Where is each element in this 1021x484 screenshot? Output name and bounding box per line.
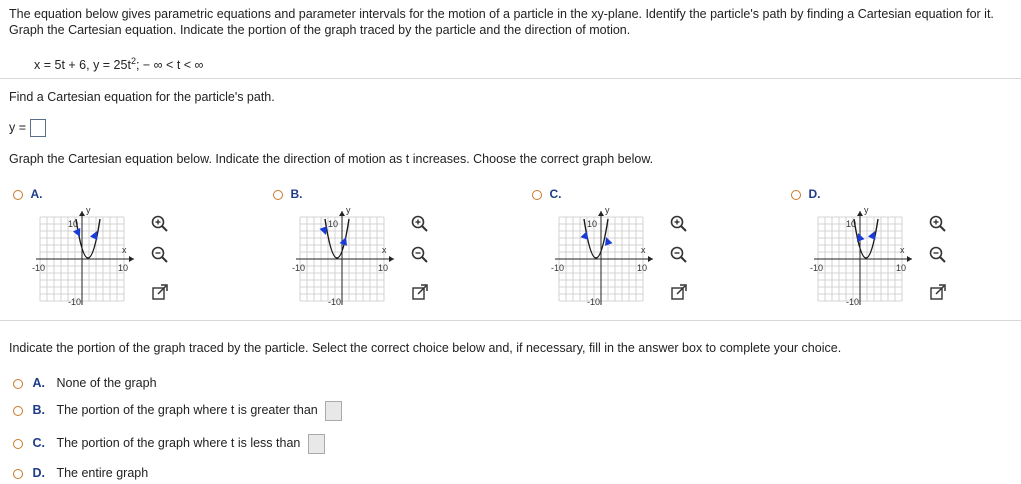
zoom-out-icon[interactable] — [410, 245, 430, 265]
choice-a[interactable] — [13, 376, 157, 390]
choice-a-letter: A. — [32, 376, 45, 390]
external-link-icon[interactable] — [928, 283, 948, 303]
zoom-in-icon[interactable] — [410, 214, 430, 234]
zoom-out-icon[interactable] — [669, 245, 689, 265]
graph-radio-d[interactable] — [791, 190, 801, 200]
choice-c[interactable] — [13, 434, 325, 454]
external-link-icon[interactable] — [669, 283, 689, 303]
tick-ymax: 10 — [68, 219, 79, 229]
y-axis-label: y — [86, 205, 91, 215]
zoom-in-icon[interactable] — [669, 214, 689, 234]
choice-c-text: The portion of the graph where t is less than — [56, 436, 301, 451]
tick-xmin: -10 — [292, 263, 306, 273]
answer-row — [9, 119, 46, 137]
equation-exponent: 2 — [130, 56, 136, 66]
equation-main: x = 5t + 6, y = 25t — [34, 58, 131, 73]
radio-d[interactable] — [13, 469, 23, 479]
external-link-icon[interactable] — [410, 283, 430, 303]
tick-xmin: -10 — [551, 263, 565, 273]
graph-option-a[interactable] — [13, 187, 42, 201]
choice-b-letter: B. — [32, 403, 45, 418]
x-axis-label: x — [122, 245, 127, 255]
x-axis-label: x — [900, 245, 905, 255]
choice-d-letter: D. — [32, 466, 45, 480]
choice-d-text: The entire graph — [56, 466, 149, 480]
x-axis-label: x — [641, 245, 646, 255]
graph-option-b[interactable] — [273, 187, 302, 201]
y-axis-label: y — [605, 205, 610, 215]
graph-a — [28, 205, 158, 315]
tick-xmax: 10 — [896, 263, 907, 273]
tick-xmax: 10 — [378, 263, 389, 273]
answer-label: y = — [9, 120, 27, 135]
graph-option-c[interactable] — [532, 187, 561, 201]
graph-b — [288, 205, 418, 315]
part3-prompt: Indicate the portion of the graph traced by the particle. Select the correct choice below and, if necessary, fill in the answer box to complete your choice. — [9, 341, 842, 355]
graph-letter: B. — [290, 187, 303, 201]
choice-c-letter: C. — [32, 436, 45, 451]
radio-c[interactable] — [13, 439, 23, 449]
tick-ymin: -10 — [328, 297, 342, 307]
graph-d — [806, 205, 936, 315]
tick-ymin: -10 — [68, 297, 82, 307]
choice-b[interactable] — [13, 401, 342, 421]
problem-intro: The equation below gives parametric equations and parameter intervals for the motion of a particle in the xy-plane. Identify the particle's path by finding a Cartesian equation for it. Graph the Cartesian equation. Indicate the portion of the graph traced by the particle and the direction of motion. — [9, 7, 994, 37]
y-axis-label: y — [864, 205, 869, 215]
y-axis-label: y — [346, 205, 351, 215]
graph-option-d[interactable] — [791, 187, 820, 201]
zoom-out-icon[interactable] — [150, 245, 170, 265]
equation-range: ; − ∞ < t < ∞ — [135, 58, 204, 73]
choice-d[interactable] — [13, 466, 148, 480]
zoom-out-icon[interactable] — [928, 245, 948, 265]
graph-letter: C. — [549, 187, 562, 201]
tick-ymin: -10 — [846, 297, 860, 307]
direction-arrow — [340, 236, 350, 246]
tick-ymax: 10 — [328, 219, 339, 229]
graph-letter: A. — [30, 187, 43, 201]
tick-ymax: 10 — [587, 219, 598, 229]
tick-xmin: -10 — [32, 263, 46, 273]
divider — [0, 320, 1021, 321]
choice-b-input[interactable] — [325, 401, 342, 421]
graph-letter: D. — [808, 187, 821, 201]
parametric-equation — [34, 56, 203, 72]
part2-prompt: Graph the Cartesian equation below. Indicate the direction of motion as t increases. Choose the correct graph below. — [9, 152, 654, 166]
graph-radio-a[interactable] — [13, 190, 23, 200]
tick-ymin: -10 — [587, 297, 601, 307]
tick-xmax: 10 — [637, 263, 648, 273]
x-axis-label: x — [382, 245, 387, 255]
tick-xmin: -10 — [810, 263, 824, 273]
external-link-icon[interactable] — [150, 283, 170, 303]
answer-input[interactable] — [30, 119, 46, 137]
zoom-in-icon[interactable] — [928, 214, 948, 234]
graph-c — [547, 205, 677, 315]
part1-prompt: Find a Cartesian equation for the particle's path. — [9, 90, 275, 104]
radio-a[interactable] — [13, 379, 23, 389]
choice-b-text: The portion of the graph where t is greater than — [56, 403, 318, 418]
divider — [0, 78, 1021, 79]
graph-radio-b[interactable] — [273, 190, 283, 200]
radio-b[interactable] — [13, 406, 23, 416]
graph-radio-c[interactable] — [532, 190, 542, 200]
tick-xmax: 10 — [118, 263, 129, 273]
zoom-in-icon[interactable] — [150, 214, 170, 234]
tick-ymax: 10 — [846, 219, 857, 229]
choice-a-text: None of the graph — [56, 376, 157, 390]
choice-c-input[interactable] — [308, 434, 325, 454]
